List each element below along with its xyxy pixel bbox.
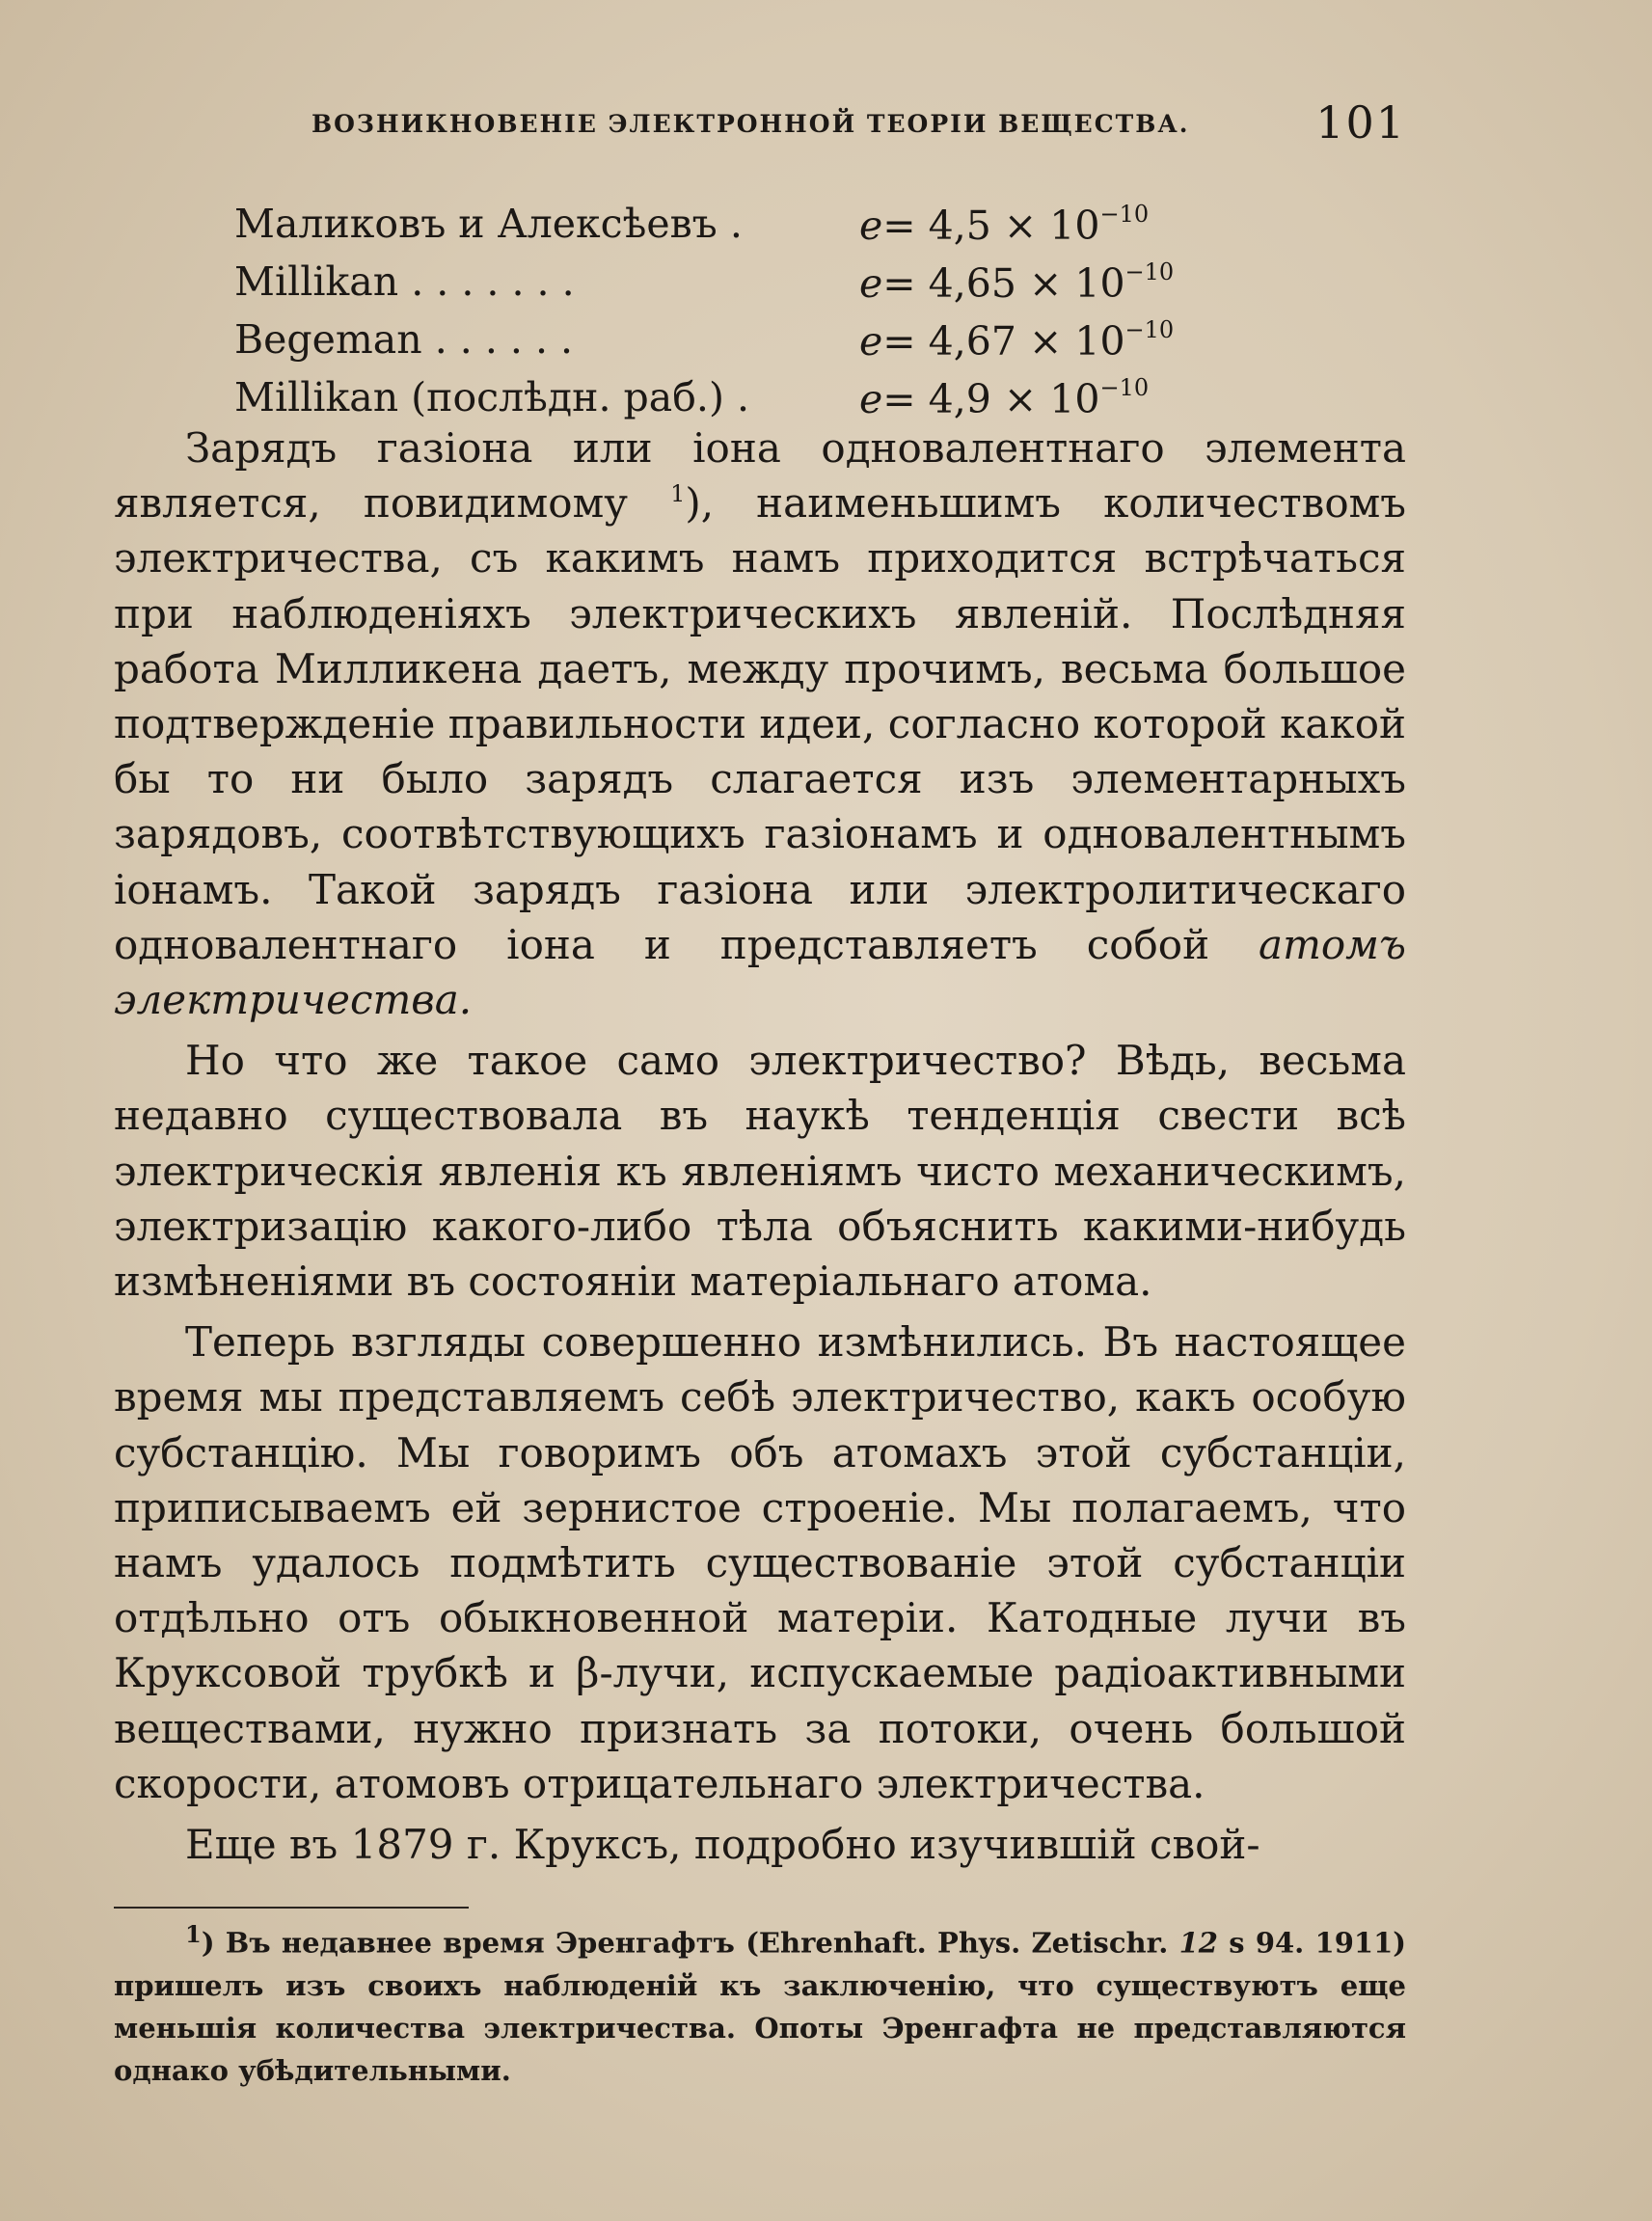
footnote-divider [114,1907,469,1909]
paragraph-2: Но что же такое само электричество? Вѣдь, весьма недавно существовала въ наукѣ тенденція свести всѣ электрическія явленія къ явленіямъ чисто механическимъ, электризацію какого-либо тѣла объяснить какими-нибудь измѣненіями въ состояніи матеріальнаго атома. [114,1037,1406,1306]
footnote-mark: 1 [185,1920,202,1948]
charge-author: Millikan (послѣдн. раб.) . [234,374,750,420]
charge-values-list [234,201,1247,432]
charge-value: $e= 4,5 \times 10^{-10}$ [859,201,1150,249]
charge-row [234,316,1247,374]
charge-value: $e= 4,67 \times 10^{-10}$ [859,316,1175,365]
paragraph-1: Зарядъ газіона или іона одновалентнаго элемента является, повидимому $^1$), наименьшимъ количествомъ электричества, съ какимъ намъ приходится встрѣчаться при наблюденіяхъ электрическихъ явленій. Послѣдняя работа Милликена даетъ, между прочимъ, весьма большое подтвержденіе правильности идеи, согласно которой какой бы то ни было зарядъ слагается изъ элементарныхъ зарядовъ, соотвѣтствующихъ газіонамъ и одновалентнымъ іонамъ. Такой зарядъ газіона или электролитическаго одновалентнаго іона и представляетъ собой атомъ электричества. [114,424,1406,1024]
paragraph-4: Еще въ 1879 г. Круксъ, подробно изучившій свой- [185,1821,1260,1869]
emphasis-term: атомъ электричества. [114,920,1406,1024]
charge-author: Millikan . . . . . . . [234,258,575,305]
charge-author: Begeman . . . . . . [234,316,574,363]
page-header [114,96,1406,154]
footnote: $^1$) Въ недавнее время Эренгафтъ (Ehrenhaft. Phys. Zetischr. 12 s 94. 1911) пришелъ изъ своихъ наблюденій къ заключенію, что существуютъ еще меньшія количества электричества. Опоты Эренгафта не представляются однако убѣдительными. [114,1920,1406,2087]
charge-author: Маликовъ и Алексѣевъ . [234,201,743,247]
charge-row [234,201,1247,258]
charge-value: $e= 4,9 \times 10^{-10}$ [859,374,1150,422]
charge-row [234,258,1247,316]
page-number: 101 [1315,96,1406,149]
charge-value: $e= 4,65 \times 10^{-10}$ [859,258,1175,307]
body-text [114,420,1406,1872]
footnote-reference: 1 [670,480,686,508]
running-head: ВОЗНИКНОВЕНІЕ ЭЛЕКТРОННОЙ ТЕОРІИ ВЕЩЕСТВА. [311,110,1190,138]
journal-volume: 12 [1178,1926,1218,1960]
paragraph-3: Теперь взгляды совершенно измѣнились. Въ настоящее время мы представляемъ себѣ электричество, какъ особую субстанцію. Мы говоримъ объ атомахъ этой субстанціи, приписываемъ ей зернистое строеніе. Мы полагаемъ, что намъ удалось подмѣтить существованіе этой субстанціи отдѣльно отъ обыкновенной матеріи. Катодные лучи въ Круксовой трубкѣ и β-лучи, испускаемые радіоактивными веществами, нужно признать за потоки, очень большой скорости, атомовъ отрицательнаго электричества. [114,1318,1406,1807]
